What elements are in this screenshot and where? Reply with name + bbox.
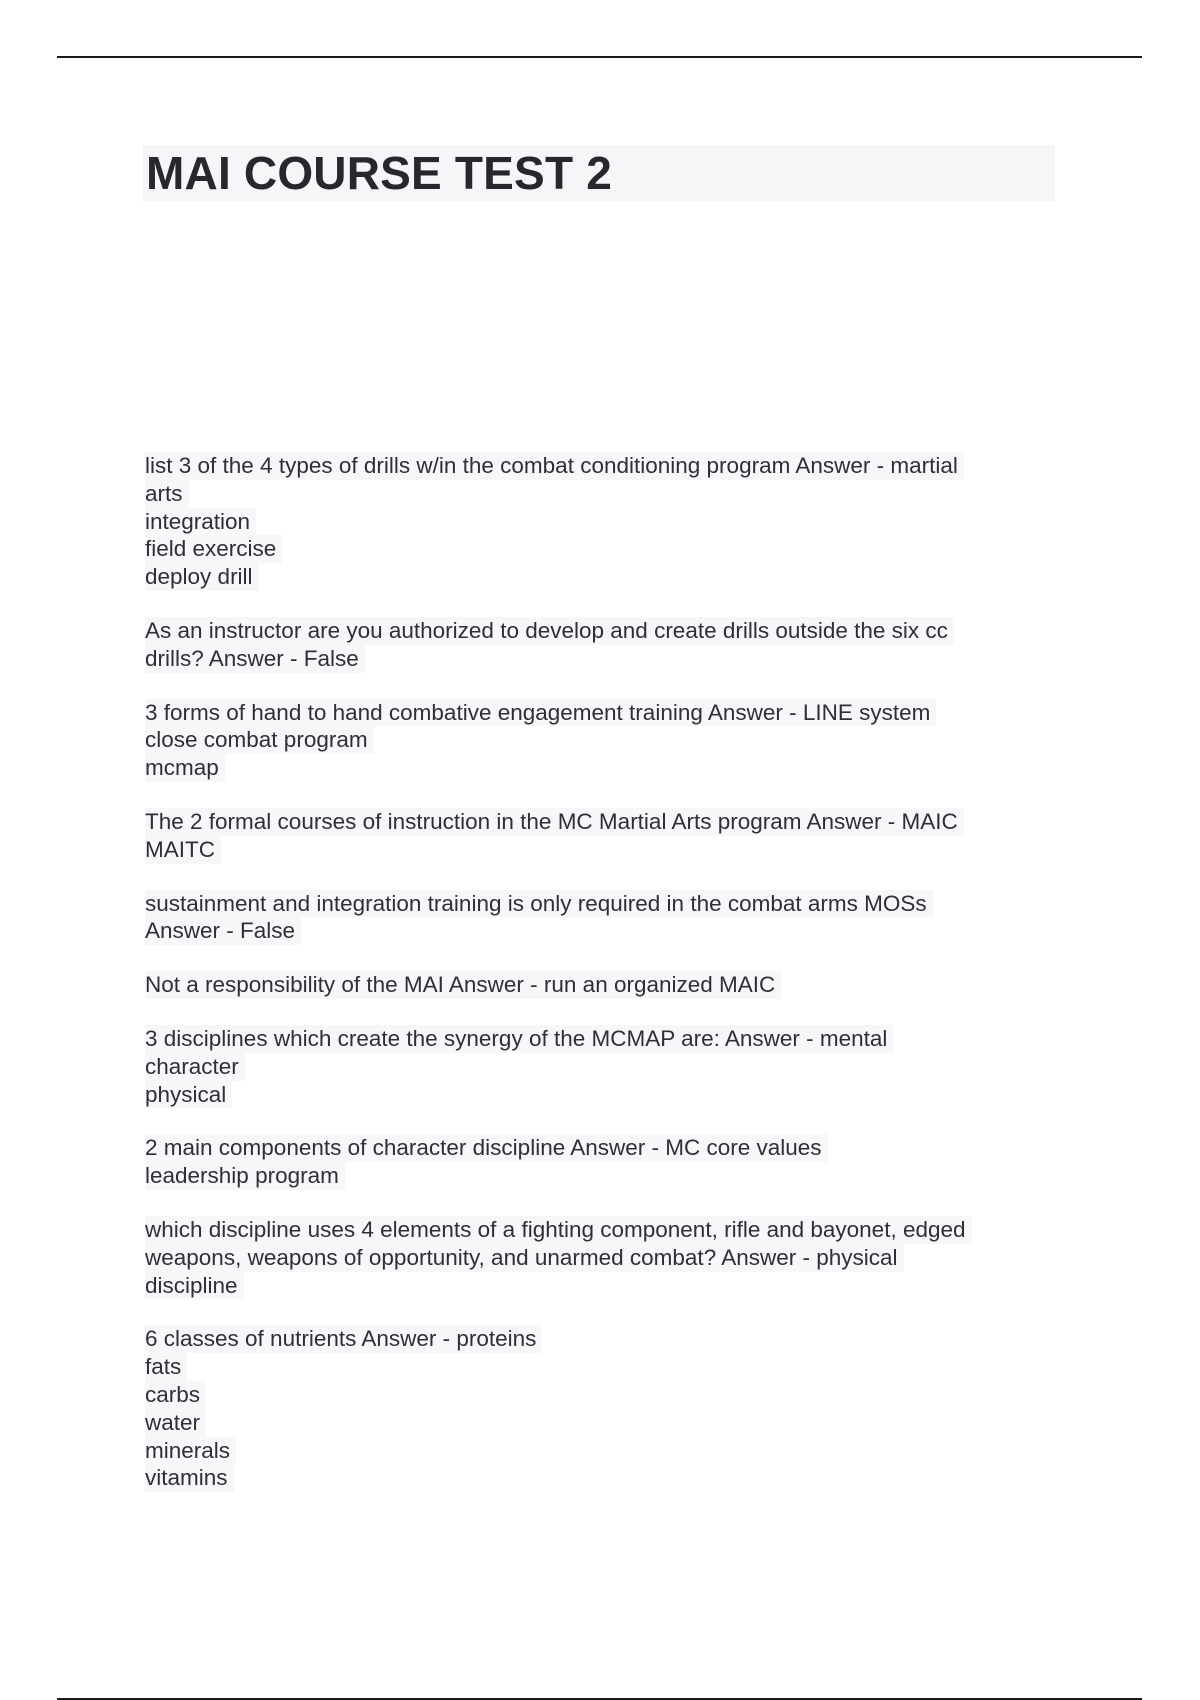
qa-line: As an instructor are you authorized to develop and create drills outside the six cc — [145, 617, 954, 645]
qa-line: Not a responsibility of the MAI Answer - run an organized MAIC — [145, 971, 781, 999]
top-rule — [57, 56, 1142, 58]
qa-line: 2 main components of character discipline Answer - MC core values — [145, 1134, 828, 1162]
qa-line: physical — [145, 1081, 232, 1109]
qa-item — [145, 1216, 1045, 1299]
qa-item — [145, 617, 1045, 673]
qa-line: mcmap — [145, 754, 225, 782]
qa-line: character — [145, 1053, 245, 1081]
qa-line: arts — [145, 480, 189, 508]
qa-line: close combat program — [145, 726, 374, 754]
qa-item — [145, 890, 1045, 946]
qa-line: The 2 formal courses of instruction in the MC Martial Arts program Answer - MAIC — [145, 808, 964, 836]
qa-line: 6 classes of nutrients Answer - proteins — [145, 1325, 542, 1353]
qa-line: 3 forms of hand to hand combative engagement training Answer - LINE system — [145, 699, 936, 727]
qa-line: drills? Answer - False — [145, 645, 365, 673]
qa-line: Answer - False — [145, 917, 301, 945]
qa-item — [145, 699, 1045, 782]
qa-line: fats — [145, 1353, 187, 1381]
qa-line: 3 disciplines which create the synergy of the MCMAP are: Answer - mental — [145, 1025, 893, 1053]
qa-item — [145, 971, 1045, 999]
qa-line: water — [145, 1409, 206, 1437]
qa-line: integration — [145, 508, 256, 536]
qa-line: weapons, weapons of opportunity, and unarmed combat? Answer - physical — [145, 1244, 904, 1272]
qa-line: list 3 of the 4 types of drills w/in the combat conditioning program Answer - martial — [145, 452, 964, 480]
qa-line: leadership program — [145, 1162, 345, 1190]
qa-line: vitamins — [145, 1464, 234, 1492]
page-title: MAI COURSE TEST 2 — [146, 147, 613, 199]
qa-line: deploy drill — [145, 563, 259, 591]
qa-line: minerals — [145, 1437, 236, 1465]
qa-line: field exercise — [145, 535, 282, 563]
qa-line: sustainment and integration training is only required in the combat arms MOSs — [145, 890, 933, 918]
qa-item — [145, 1325, 1045, 1492]
qa-line: which discipline uses 4 elements of a fighting component, rifle and bayonet, edged — [145, 1216, 972, 1244]
qa-list — [145, 452, 1045, 1518]
qa-line: discipline — [145, 1272, 244, 1300]
qa-item — [145, 452, 1045, 591]
qa-item — [145, 1025, 1045, 1108]
qa-item — [145, 808, 1045, 864]
qa-line: carbs — [145, 1381, 206, 1409]
qa-item — [145, 1134, 1045, 1190]
qa-line: MAITC — [145, 836, 221, 864]
